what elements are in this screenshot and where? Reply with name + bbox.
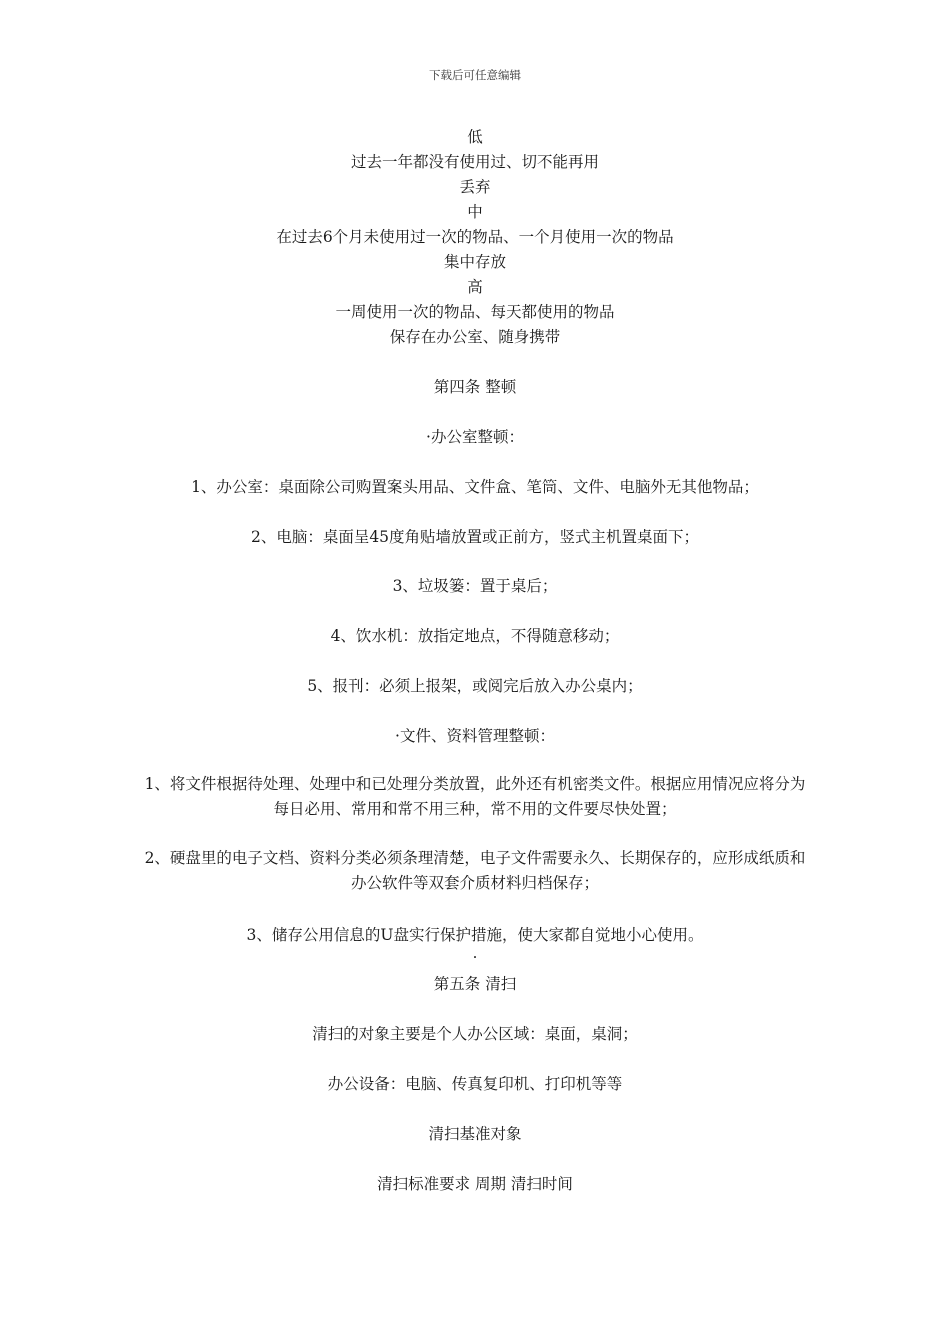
priority-high-action: 保存在办公室、随身携带 [389,328,561,346]
priority-low-description: 过去一年都没有使用过、切不能再用 [350,153,599,171]
priority-low-label: 低 [467,128,483,146]
office-item-2: 2、电脑：桌面呈45度角贴墙放置或正前方，竖式主机置桌面下； [250,528,700,546]
bullet-mark: · [472,948,478,966]
docs-item-2: 2、硬盘里的电子文档、资料分类必须条理清楚，电子文件需要永久、长期保存的，应形成纸质和办公软件等双套介质材料归档保存； [144,849,806,892]
page-header-note: 下载后可任意编辑 [429,68,521,82]
priority-low-action: 丢弃 [459,178,491,196]
docs-item-1: 1、将文件根据待处理、处理中和已处理分类放置，此外还有机密类文件。根据应用情况应将分为每日必用、常用和常不用三种，常不用的文件要尽快处置； [144,775,806,818]
priority-mid-description: 在过去6个月未使用过一次的物品、一个月使用一次的物品 [276,228,674,246]
office-item-1: 1、办公室：桌面除公司购置案头用品、文件盒、笔筒、文件、电脑外无其他物品； [191,478,759,496]
office-item-3: 3、垃圾篓：置于桌后； [392,577,558,595]
priority-high-label: 高 [467,278,483,296]
docs-tidy-heading: ·文件、资料管理整顿： [395,727,555,745]
cleaning-criteria-heading: 清扫基准对象 [428,1125,522,1143]
office-item-5: 5、报刊：必须上报架，或阅完后放入办公桌内； [307,677,643,695]
priority-mid-action: 集中存放 [443,253,506,271]
article-5-title: 第五条 清扫 [433,975,517,993]
office-equipment-text: 办公设备：电脑、传真复印机、打印机等等 [327,1075,623,1093]
docs-item-3: 3、储存公用信息的U盘实行保护措施，使大家都自觉地小心使用。 [246,926,704,944]
article-4-title: 第四条 整顿 [433,378,517,396]
priority-high-description: 一周使用一次的物品、每天都使用的物品 [335,303,615,321]
office-tidy-heading: ·办公室整顿： [426,428,524,446]
cleaning-targets-text: 清扫的对象主要是个人办公区域：桌面，桌洞； [312,1025,638,1043]
office-item-4: 4、饮水机：放指定地点，不得随意移动； [330,627,620,645]
cleaning-standard-columns: 清扫标准要求 周期 清扫时间 [377,1175,573,1193]
priority-mid-label: 中 [467,203,483,221]
